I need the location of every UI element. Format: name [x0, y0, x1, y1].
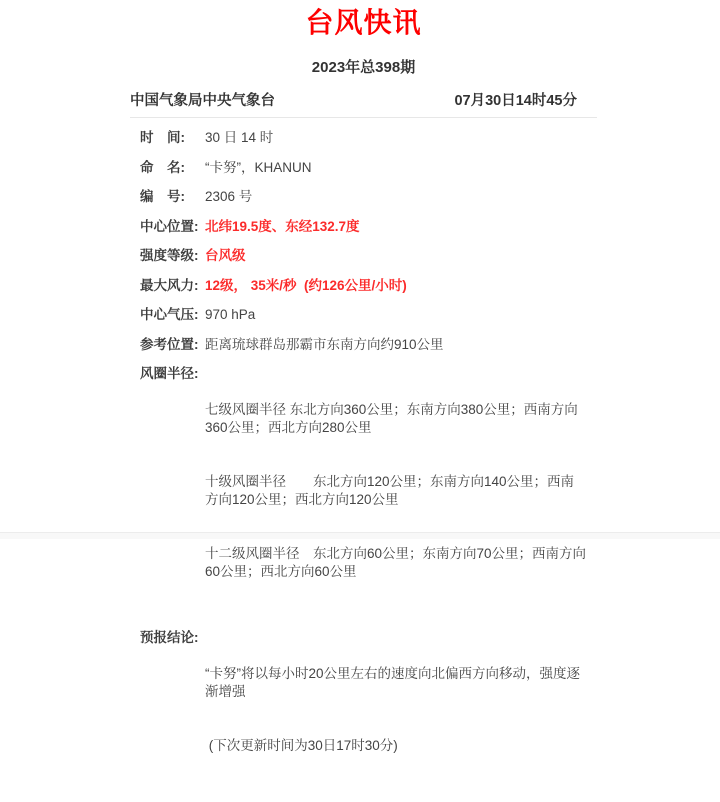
bottom-strip — [0, 532, 720, 539]
field-label-number: 编 号: — [140, 189, 185, 204]
field-label-name: 命 名: — [140, 159, 185, 175]
issue-datetime: 07月30日14时45分 — [454, 93, 577, 109]
field-row-center-position — [130, 218, 597, 236]
bulletin-page — [130, 0, 597, 802]
header-row — [130, 92, 597, 110]
wind-radius-level12: 十二级风圈半径 东北方向60公里；东南方向70公里；西南方向60公里；西北方向60公里 — [205, 546, 587, 579]
field-value-intensity: 台风级 — [205, 248, 246, 263]
field-row-intensity — [130, 247, 597, 265]
field-label-reference-position: 参考位置: — [140, 336, 199, 352]
agency-name: 中国气象局中央气象台 — [130, 93, 275, 109]
field-value-wind-circle-radius — [205, 365, 587, 617]
issue-number: 2023年总398期 — [311, 59, 416, 76]
next-update-time-text: (下次更新时间为30日17时30分) — [205, 737, 398, 753]
field-label-center-position: 中心位置: — [140, 218, 199, 234]
field-row-central-pressure — [130, 306, 597, 324]
bulletin-title: 台风快讯 — [305, 7, 422, 38]
field-row-max-wind — [130, 277, 597, 295]
field-row-reference-position — [130, 336, 597, 354]
field-row-wind-circle-radius — [130, 365, 597, 617]
wind-radius-level10: 十级风圈半径 东北方向120公里；东南方向140公里；西南方向120公里；西北方向120公里 — [205, 474, 575, 507]
field-row-name — [130, 159, 597, 177]
fields-list — [130, 129, 597, 791]
field-value-center-position: 北纬19.5度、东经132.7度 — [205, 218, 360, 234]
field-value-central-pressure: 970 hPa — [205, 307, 256, 322]
field-value-name: “卡努”，KHANUN — [205, 159, 312, 175]
field-label-wind-circle-radius: 风圈半径: — [140, 366, 199, 381]
field-label-forecast-conclusion: 预报结论: — [140, 629, 199, 645]
field-value-time: 30 日 14 时 — [205, 130, 274, 145]
field-label-max-wind: 最大风力: — [140, 277, 199, 293]
field-value-reference-position: 距离琉球群岛那霸市东南方向约910公里 — [205, 336, 444, 352]
header-divider — [130, 117, 597, 118]
field-row-number — [130, 188, 597, 206]
field-label-central-pressure: 中心气压: — [140, 307, 199, 322]
field-label-intensity: 强度等级: — [140, 248, 199, 263]
forecast-movement-text: “卡努”将以每小时20公里左右的速度向北偏西方向移动，强度逐渐增强 — [205, 665, 581, 699]
field-value-max-wind: 12级， 35米/秒 (约126公里/小时) — [205, 277, 407, 293]
field-label-time: 时 间: — [140, 130, 185, 145]
field-value-forecast-conclusion — [205, 629, 587, 791]
field-row-time — [130, 129, 597, 147]
wind-radius-level7: 七级风圈半径 东北方向360公里；东南方向380公里；西南方向360公里；西北方向280公里 — [205, 402, 578, 435]
field-value-number: 2306 号 — [205, 189, 253, 204]
field-row-forecast-conclusion — [130, 629, 597, 791]
